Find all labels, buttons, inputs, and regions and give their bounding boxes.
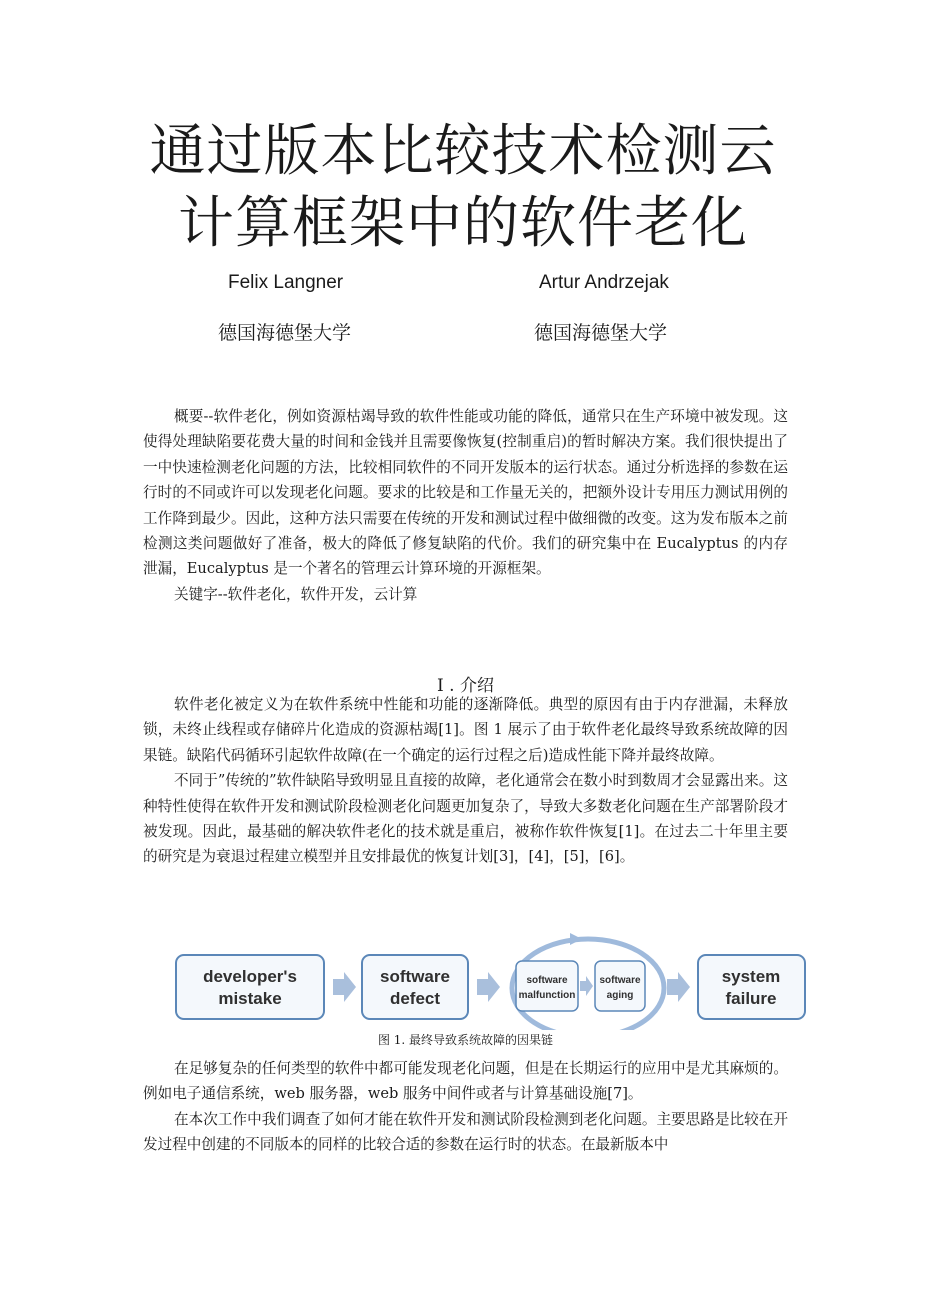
box-system-failure	[698, 955, 805, 1019]
label-malfunction-line1: software	[526, 975, 568, 986]
section-heading-introduction: I . 介绍	[437, 676, 494, 696]
intro-paragraph-2: 不同于”传统的”软件缺陷导致明显且直接的故障，老化通常会在数小时到数周才会显露出来。这种特性使得在软件开发和测试阶段检测老化问题更加复杂了，导致大多数老化问题在生产部署阶段才被发现。因此，最基础的解决软件老化的技术就是重启，被称作软件恢复[1]。在过去二十年里主要的研究是为衰退过程建立模型并且安排最优的恢复计划[3]，[4]，[5]，[6]。	[143, 772, 788, 866]
abstract-text: 概要--软件老化，例如资源枯竭导致的软件性能或功能的降低，通常只在生产环境中被发现。这使得处理缺陷要花费大量的时间和金钱并且需要像恢复(控制重启)的暂时解决方案。我们很快提出了一中快速检测老化问题的方法，比较相同软件的不同开发版本的运行状态。通过分析选择的参数在运行时的不同或许可以发现老化问题。要求的比较是和工作量无关的，把额外设计专用压力测试用例的工作降到最少。因此，这种方法只需要在传统的开发和测试过程中做细微的改变。这为发布版本之前检测这类问题做好了准备，极大的降低了修复缺陷的代价。我们的研究集中在 Eucalyptus 的内存泄漏，Eucalyptus 是一个著名的管理云计算环境的开源框架。	[143, 408, 788, 578]
title-line-1: 通过版本比较技术检测云	[149, 119, 777, 184]
label-failure-line1: system	[721, 967, 781, 986]
cycle-arrow-icon	[570, 933, 582, 945]
paper-title	[100, 116, 826, 260]
label-failure-line2: failure	[725, 989, 777, 1008]
label-developers-line2: mistake	[218, 989, 282, 1008]
box-developers-mistake	[176, 955, 324, 1019]
arrow-right-icon	[333, 972, 356, 1002]
author-2-affiliation: 德国海德堡大学	[534, 322, 668, 344]
label-defect-line2: defect	[389, 989, 441, 1008]
post-figure-body	[143, 1056, 788, 1158]
box-software-defect	[362, 955, 468, 1019]
arrow-right-icon	[580, 976, 593, 996]
abstract	[143, 404, 788, 607]
body-paragraph-3: 在足够复杂的任何类型的软件中都可能发现老化问题，但是在长期运行的应用中是尤其麻烦的。例如电子通信系统，web 服务器，web 服务中间件或者与计算基础设施[7]。	[143, 1060, 788, 1103]
box-software-malfunction	[516, 961, 578, 1011]
label-developers-line1: developer's	[203, 967, 297, 986]
box-software-aging	[595, 961, 645, 1011]
intro-paragraph-1: 软件老化被定义为在软件系统中性能和功能的逐渐降低。典型的原因有由于内存泄漏，未释放锁，未终止线程或存储碎片化造成的资源枯竭[1]。图 1 展示了由于软件老化最终导致系统故障的因果链。缺陷代码循环引起软件故障(在一个确定的运行过程之后)造成性能下降并最终故障。	[143, 696, 788, 764]
author-2-name: Artur Andrzejak	[539, 272, 669, 293]
label-aging-line1: software	[599, 975, 641, 986]
keywords: 关键字--软件老化，软件开发，云计算	[174, 585, 418, 603]
figure-causal-chain	[170, 930, 810, 1030]
label-defect-line1: software	[380, 967, 450, 986]
arrow-right-icon	[477, 972, 500, 1002]
label-malfunction-line2: malfunction	[518, 990, 576, 1001]
title-line-2: 计算框架中的软件老化	[178, 191, 748, 256]
introduction-body	[143, 692, 788, 870]
author-1-affiliation: 德国海德堡大学	[218, 322, 352, 344]
author-1-name: Felix Langner	[228, 272, 344, 293]
figure-caption: 图 1. 最终导致系统故障的因果链	[377, 1033, 554, 1047]
label-aging-line2: aging	[606, 990, 634, 1001]
arrow-right-icon	[667, 972, 690, 1002]
body-paragraph-4: 在本次工作中我们调查了如何才能在软件开发和测试阶段检测到老化问题。主要思路是比较在开发过程中创建的不同版本的同样的比较合适的参数在运行时的状态。在最新版本中	[143, 1110, 788, 1154]
